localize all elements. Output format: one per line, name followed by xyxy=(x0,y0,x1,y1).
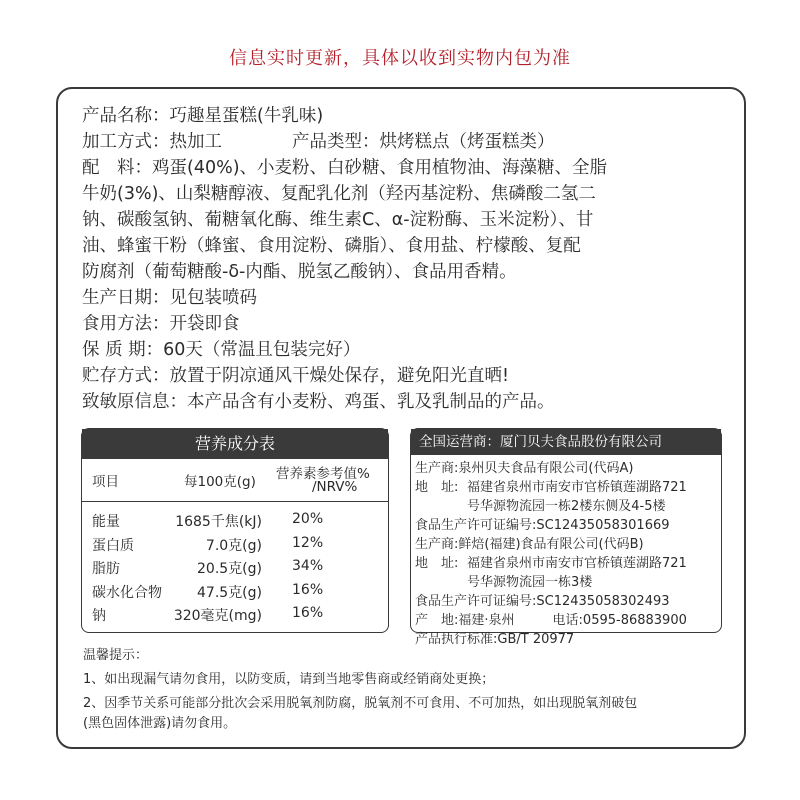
license-b: SC12435058302493 xyxy=(536,594,670,609)
nutrient-value: 47.5克(g) xyxy=(197,584,262,601)
tip-2-cont: (黑色固体泄露)请勿食用。 xyxy=(83,716,237,731)
license-label: 食品生产许可证编号: xyxy=(415,594,537,609)
nutrition-header xyxy=(82,459,388,502)
nutrient-name: 能量 xyxy=(92,514,120,530)
col-item-header: 项目 xyxy=(92,474,119,490)
standard-label: 产品执行标准: xyxy=(415,632,498,647)
nutrition-table xyxy=(81,428,389,633)
nutrient-nrv: 12% xyxy=(292,534,324,551)
nutrient-name: 钠 xyxy=(92,608,106,624)
address-label: 地 址: xyxy=(415,480,459,495)
storage-label: 贮存方式： xyxy=(82,366,170,386)
nutrition-title: 营养成分表 xyxy=(82,429,388,459)
nutrient-value: 1685千焦(kJ) xyxy=(175,514,262,530)
license-label: 食品生产许可证编号: xyxy=(415,518,537,533)
tips xyxy=(83,646,723,734)
ingredients-line: 钠、碳酸氢钠、葡糖氧化酶、维生素C、α-淀粉酶、玉米淀粉）、甘 xyxy=(82,210,594,230)
product-info xyxy=(82,103,722,415)
ingredients-line: 鸡蛋(40%)、小麦粉、白砂糖、食用植物油、海藻糖、全脂 xyxy=(152,158,608,178)
phone: 0595-86883900 xyxy=(582,613,687,628)
col-nrv-header: 营养素参考值% xyxy=(276,466,370,482)
maker-label: 生产商: xyxy=(415,537,459,552)
nutrition-row xyxy=(82,532,388,556)
nutrition-row xyxy=(82,579,388,603)
license-a: SC12435058301669 xyxy=(536,518,670,533)
storage-row xyxy=(82,363,722,389)
nutrient-nrv: 20% xyxy=(292,511,324,527)
process-value: 热加工 xyxy=(169,132,222,152)
col-per100g-header: 每100克(g) xyxy=(184,474,256,490)
usage-row xyxy=(82,311,722,337)
operator-title: 全国运营商：厦门贝夫食品股份有限公司 xyxy=(411,429,721,455)
phone-label: 电话: xyxy=(552,613,583,628)
ingredients-line: 防腐剂（葡萄糖酸-δ-内酯、脱氢乙酸钠）、食品用香精。 xyxy=(82,262,517,282)
maker-b: 鲜焙(福建)食品有限公司(代码B) xyxy=(458,537,644,552)
allergen-row xyxy=(82,389,722,415)
product-name-row xyxy=(82,103,722,129)
allergen-label: 致敏原信息： xyxy=(82,392,187,412)
production-date: 见包装喷码 xyxy=(169,288,257,308)
producer-info xyxy=(410,428,722,647)
nutrient-name: 蛋白质 xyxy=(92,537,134,554)
notice-banner: 信息实时更新，具体以收到实物内包为准 xyxy=(229,48,571,69)
origin: 福建·泉州 xyxy=(458,613,515,628)
usage-value: 开袋即食 xyxy=(169,314,240,334)
nutrient-nrv: 16% xyxy=(292,605,324,621)
shelf-life-row xyxy=(82,337,722,363)
product-type: 烘烤糕点（烤蛋糕类） xyxy=(379,132,555,152)
tip-1: 1、如出现漏气请勿食用，以防变质，请到当地零售商或经销商处更换； xyxy=(83,672,495,687)
production-date-row xyxy=(82,285,722,311)
nutrient-value: 7.0克(g) xyxy=(205,537,262,554)
address-label: 地 址: xyxy=(415,556,459,571)
nutrient-nrv: 16% xyxy=(292,581,324,598)
nutrient-value: 320毫克(mg) xyxy=(173,608,262,624)
process-row xyxy=(82,129,722,155)
nutrition-row xyxy=(82,555,388,579)
standard: GB/T 20977 xyxy=(497,632,575,647)
ingredients xyxy=(82,155,722,285)
tip-2: 2、因季节关系可能部分批次会采用脱氧剂防腐，脱氧剂不可食用、不可加热，如出现脱氧剂破包 xyxy=(83,696,638,711)
tips-title: 温馨提示： xyxy=(83,648,149,663)
nutrient-name: 碳水化合物 xyxy=(92,584,162,601)
shelf-life-label: 保 质 期： xyxy=(82,340,164,360)
address-b: 福建省泉州市南安市官桥镇莲湖路721 xyxy=(467,556,687,571)
nutrient-nrv: 34% xyxy=(292,558,324,574)
process-label: 加工方式： xyxy=(82,132,170,152)
production-date-label: 生产日期： xyxy=(82,288,170,308)
address-a-cont: 号华源物流园一栋2楼东侧及4-5楼 xyxy=(467,499,666,514)
address-b-cont: 号华源物流园一栋3楼 xyxy=(467,575,593,590)
maker-a: 泉州贝夫食品有限公司(代码A) xyxy=(458,461,634,476)
col-nrv-header-2: /NRV% xyxy=(312,479,358,495)
nutrient-name: 脂肪 xyxy=(92,561,120,577)
nutrient-value: 20.5克(g) xyxy=(197,561,262,577)
ingredients-line: 牛奶(3%)、山梨糖醇液、复配乳化剂（羟丙基淀粉、焦磷酸二氢二 xyxy=(82,184,596,204)
usage-label: 食用方法： xyxy=(82,314,170,334)
ingredients-label: 配 料： xyxy=(82,158,152,178)
product-type-label: 产品类型： xyxy=(292,132,380,152)
address-a: 福建省泉州市南安市官桥镇莲湖路721 xyxy=(467,480,687,495)
allergen-value: 本产品含有小麦粉、鸡蛋、乳及乳制品的产品。 xyxy=(187,392,555,412)
product-name-label: 产品名称： xyxy=(82,106,170,126)
storage-value: 放置于阴凉通风干燥处保存，避免阳光直晒! xyxy=(169,366,510,386)
origin-label: 产 地: xyxy=(415,613,459,628)
maker-label: 生产商: xyxy=(415,461,459,476)
nutrition-row xyxy=(82,508,388,532)
nutrition-row xyxy=(82,602,388,626)
ingredients-line: 油、蜂蜜干粉（蜂蜜、食用淀粉、磷脂）、食用盐、柠檬酸、复配 xyxy=(82,236,581,256)
shelf-life: 60天（常温且包装完好） xyxy=(163,340,361,360)
product-name: 巧趣星蛋糕(牛乳味) xyxy=(169,106,324,126)
